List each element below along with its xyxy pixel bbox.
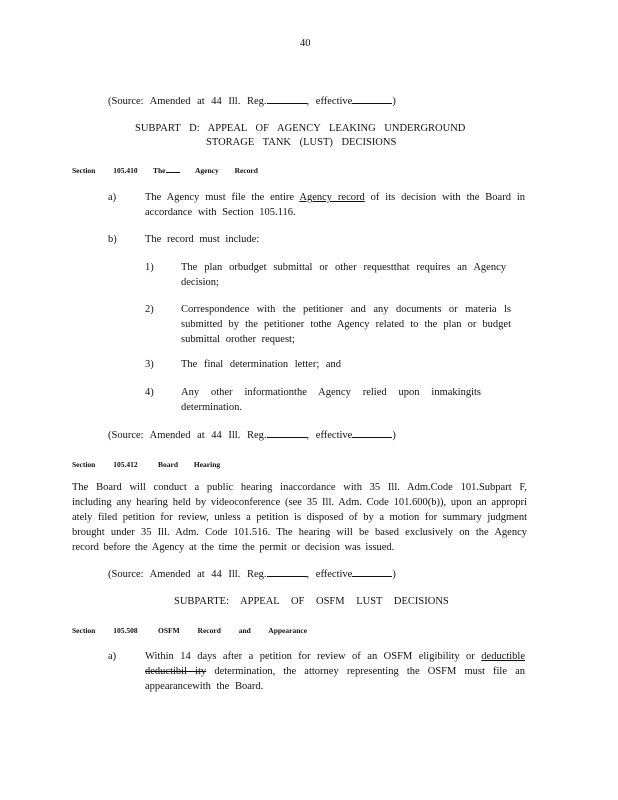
section-508-a-text [145, 649, 525, 694]
item-3-label: 3) [145, 359, 154, 370]
item-2-label: 2) [145, 304, 154, 315]
item-1-label: 1) [145, 262, 154, 273]
section-410-b-label: b) [108, 234, 117, 245]
source-prefix: (Source: [108, 96, 144, 107]
source-amended: Amended at 44 Ill. Reg. [149, 430, 267, 441]
source-note-2: (Source: Amended at 44 Ill. Reg. , effective ) [108, 427, 396, 443]
register-blank [267, 93, 307, 104]
subpart-e-heading: SUBPARTE: APPEAL OF OSFM LUST DECISIONS [174, 596, 449, 607]
source-note-3: (Source: Amended at 44 Ill. Reg. , effective ) [108, 566, 396, 582]
section-508-a-after: determination, the attorney representing the OSFM must file an appearancewith the Board. [145, 666, 526, 692]
item-2-text: Correspondence with the petitioner and any documents or materia ls submitted by the petitioner tothe Agency related to the plan or budget submittal orother request; [181, 304, 511, 345]
section-412-number: Section 105.412 [72, 460, 138, 469]
section-508-a-inserted: deductible [481, 651, 526, 662]
section-410-a-before: The Agency must file the entire [145, 192, 295, 203]
source-amended: Amended at 44 Ill. Reg. [149, 96, 267, 107]
subpart-d-heading-line1: SUBPART D: APPEAL OF AGENCY LEAKING UNDERGROUND [135, 123, 466, 134]
register-blank [267, 427, 307, 438]
page-number: 40 [300, 38, 311, 49]
section-410-a-after: of its decision with the Board in accordance with Section 105.116. [145, 192, 526, 218]
source-effective: effective [315, 96, 353, 107]
source-prefix: (Source: [108, 430, 144, 441]
source-amended: Amended at 44 Ill. Reg. [149, 569, 267, 580]
section-508-a-before: Within 14 days after a petition for review of an OSFM eligibility or [145, 651, 475, 662]
source-close: ) [392, 569, 396, 580]
item-1-text: The plan orbudget submittal or other requestthat requires an Agency decision; [181, 262, 506, 288]
item-4-text: Any other informationthe Agency relied upon inmakingits determination. [181, 387, 481, 413]
effective-blank [352, 93, 392, 104]
section-508-number: Section 105.508 [72, 626, 138, 635]
section-410-a-text [145, 190, 525, 220]
section-410-title-blank [166, 164, 180, 173]
source-effective: effective [315, 569, 353, 580]
subpart-d-heading-line2: STORAGE TANK (LUST) DECISIONS [206, 137, 397, 148]
register-blank [267, 566, 307, 577]
section-410-a-inserted: Agency record [299, 192, 365, 203]
section-410-title-the: The [153, 166, 166, 175]
section-412-body: The Board will conduct a public hearing inaccordance with 35 Ill. Adm.Code 101.Subpart F, including any hearing held by videoconference (see 35 Ill. Adm. Code 101.600(b)), upon an appropri ately filed petition for review, unless a petition is disposed of by a motion for summary judgment brought under 35 Ill. Adm. Code 101.516. The hearing will be based exclusively on the Agency record before the Agency at the time the permit or decision was issued. [72, 482, 527, 553]
source-effective: effective [315, 430, 353, 441]
section-508-a-label: a) [108, 651, 117, 662]
section-410-a-label: a) [108, 192, 117, 203]
item-3-text: The final determination letter; and [181, 359, 342, 370]
source-note-1: (Source: Amended at 44 Ill. Reg. , effective ) [108, 93, 396, 109]
section-410-b-text: The record must include: [145, 234, 260, 245]
section-410-number: Section 105.410 [72, 166, 138, 175]
section-412-title: Board Hearing [158, 460, 221, 469]
section-508-title: OSFM Record and Appearance [158, 626, 308, 635]
source-close: ) [392, 430, 396, 441]
effective-blank [352, 427, 392, 438]
effective-blank [352, 566, 392, 577]
source-prefix: (Source: [108, 569, 144, 580]
source-close: ) [392, 96, 396, 107]
section-410-title-rest: Agency Record [194, 166, 258, 175]
section-410-title [153, 163, 258, 178]
section-508-a-deleted: deductibil ity [145, 666, 207, 677]
item-4-label: 4) [145, 387, 154, 398]
